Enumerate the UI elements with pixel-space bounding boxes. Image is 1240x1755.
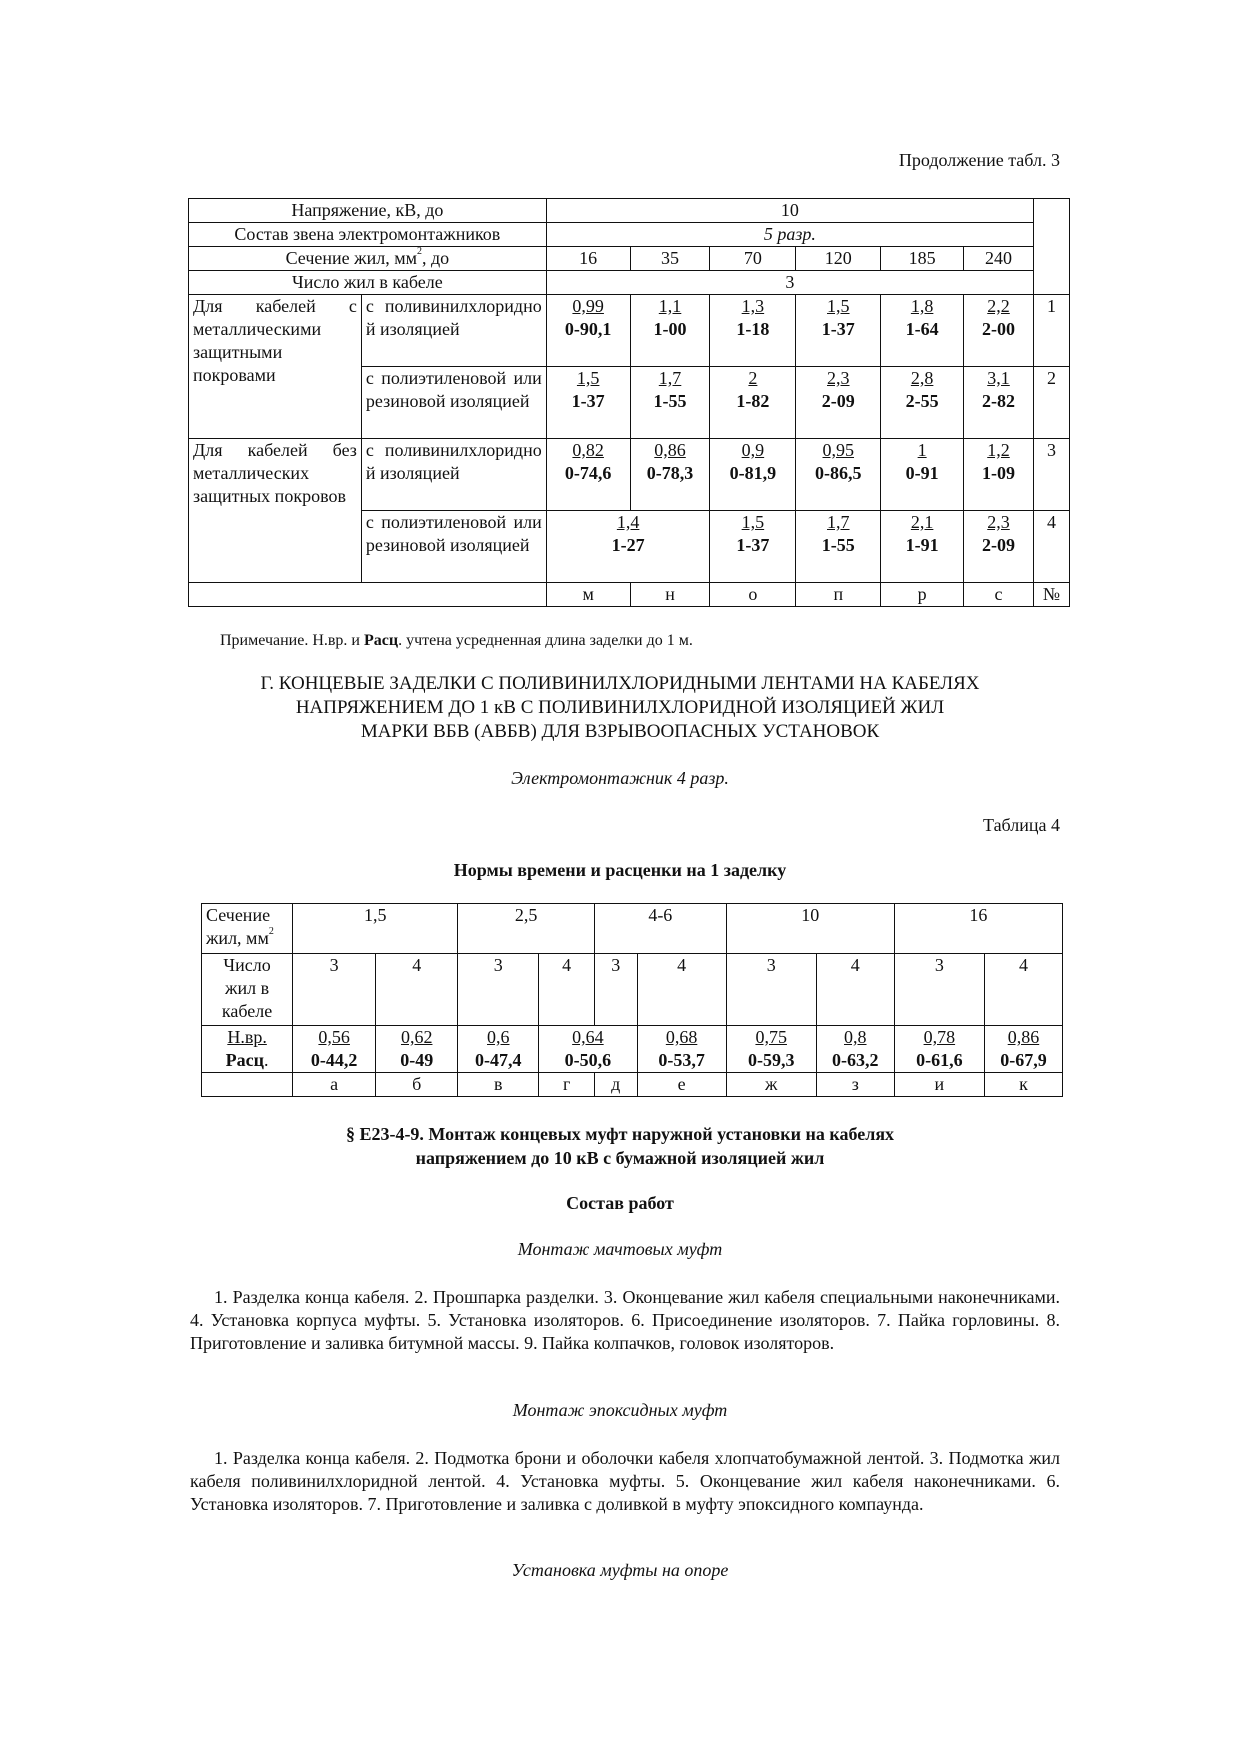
continuation-label: Продолжение табл. 3 xyxy=(898,150,1060,170)
cores-label: Число жил в кабеле xyxy=(202,954,293,1026)
value-cell: 1,7 1-55 xyxy=(630,367,710,439)
title-line: § Е23-4-9. Монтаж концевых муфт наружной установки на кабелях xyxy=(345,1124,895,1144)
group-label: Для кабелей с металлическими защитными покровами xyxy=(189,295,362,439)
column-letter: с xyxy=(964,583,1034,607)
cores-value: 3 xyxy=(546,271,1033,295)
cores-cell: 4 xyxy=(539,954,595,1026)
value-cell: 0,56 0-44,2 xyxy=(293,1026,376,1073)
column-letter: з xyxy=(816,1073,894,1097)
value-cell: 2,8 2-55 xyxy=(881,367,964,439)
empty-cell xyxy=(1033,199,1069,295)
value-cell: 2,2 2-00 xyxy=(964,295,1034,367)
section-row xyxy=(189,247,1070,271)
column-letter: в xyxy=(458,1073,539,1097)
column-letter: н xyxy=(630,583,710,607)
row-number: 2 xyxy=(1033,367,1069,439)
group-label: Для кабелей без металлических защитных покровов xyxy=(189,439,362,583)
value-cell: 1,7 1-55 xyxy=(796,511,881,583)
cores-label: Число жил в кабеле xyxy=(189,271,547,295)
section-label: Сечение жил, $мм^2$ xyxy=(202,904,293,954)
cores-row xyxy=(189,271,1070,295)
cores-cell: 3 xyxy=(458,954,539,1026)
value-cell: 0,62 0-49 xyxy=(376,1026,458,1073)
value-cell: 3,1 2-82 xyxy=(964,367,1034,439)
value-cell: 1,4 1-27 xyxy=(546,511,710,583)
table-4 xyxy=(201,903,1063,1097)
table-4-label: Таблица 4 xyxy=(983,815,1060,835)
section-cell: 4-6 xyxy=(594,904,726,954)
section-row xyxy=(202,904,1063,954)
insulation-label: с поливинилхлоридной изоляцией xyxy=(361,295,546,367)
value-cell: 0,6 0-47,4 xyxy=(458,1026,539,1073)
value-cell: 0,95 0-86,5 xyxy=(796,439,881,511)
section-cell: 16 xyxy=(546,247,630,271)
value-cell: 1,5 1-37 xyxy=(710,511,796,583)
value-cell: 1,1 1-00 xyxy=(630,295,710,367)
value-cell: 2,3 2-09 xyxy=(964,511,1034,583)
column-letter: № xyxy=(1033,583,1069,607)
crew-row xyxy=(189,223,1070,247)
cores-cell: 4 xyxy=(816,954,894,1026)
value-cell: 2,3 2-09 xyxy=(796,367,881,439)
voltage-row xyxy=(189,199,1070,223)
value-cell: 0,64 0-50,6 xyxy=(539,1026,637,1073)
letters-row xyxy=(202,1073,1063,1097)
section-e23-title xyxy=(180,1122,1060,1170)
column-letter: п xyxy=(796,583,881,607)
section-cell: 2,5 xyxy=(458,904,595,954)
value-cell: 1,8 1-64 xyxy=(881,295,964,367)
cores-cell: 3 xyxy=(594,954,637,1026)
norm-rate-label: Н.вр. Расц. xyxy=(202,1026,293,1073)
value-cell: 1,5 1-37 xyxy=(546,367,630,439)
letters-row xyxy=(189,583,1070,607)
work-composition-title: Состав работ xyxy=(566,1193,674,1213)
subsection-mast: Монтаж мачтовых муфт xyxy=(517,1239,723,1259)
insulation-label: с полиэтиленовой или резиновой изоляцией xyxy=(361,511,546,583)
section-cell: 70 xyxy=(710,247,796,271)
subsection-epoxy: Монтаж эпоксидных муфт xyxy=(512,1400,728,1420)
value-cell: 1 0-91 xyxy=(881,439,964,511)
section-cell: 1,5 xyxy=(293,904,458,954)
voltage-label: Напряжение, кВ, до xyxy=(189,199,547,223)
values-row xyxy=(202,1026,1063,1073)
value-cell: 1,5 1-37 xyxy=(796,295,881,367)
title-line: НАПРЯЖЕНИЕМ ДО 1 кВ С ПОЛИВИНИЛХЛОРИДНОЙ ИЗОЛЯЦИЕЙ ЖИЛ xyxy=(295,697,945,718)
column-letter: к xyxy=(984,1073,1062,1097)
worker-grade: Электромонтажник 4 разр. xyxy=(511,768,729,788)
paragraph-epoxy: 1. Разделка конца кабеля. 2. Подмотка брони и оболочки кабеля хлопчатобумажной лентой. 3. Подмотка жил кабеля поливинилхлоридной лентой. 4. Установка муфты. 5. Оконцевание жил кабеля наконечниками. 6. Установка изоляторов. 7. Приготовление и заливка с доливкой в муфту эпоксидного компаунда. xyxy=(190,1448,1060,1514)
voltage-value: 10 xyxy=(546,199,1033,223)
value-cell: 2,1 1-91 xyxy=(881,511,964,583)
column-letter: е xyxy=(637,1073,726,1097)
crew-value: 5 разр. xyxy=(546,223,1033,247)
section-cell: 35 xyxy=(630,247,710,271)
value-cell: 0,8 0-63,2 xyxy=(816,1026,894,1073)
table-3 xyxy=(188,198,1070,607)
crew-label: Состав звена электромонтажников xyxy=(189,223,547,247)
value-cell: 0,82 0-74,6 xyxy=(546,439,630,511)
table-row xyxy=(189,439,1070,511)
cores-cell: 3 xyxy=(293,954,376,1026)
column-letter: и xyxy=(894,1073,984,1097)
empty-cell xyxy=(202,1073,293,1097)
row-number: 3 xyxy=(1033,439,1069,511)
subsection-support: Установка муфты на опоре xyxy=(511,1560,729,1580)
column-letter: д xyxy=(594,1073,637,1097)
title-line: Г. КОНЦЕВЫЕ ЗАДЕЛКИ С ПОЛИВИНИЛХЛОРИДНЫМИ ЛЕНТАМИ НА КАБЕЛЯХ xyxy=(260,673,980,694)
table-note: Примечание. Н.вр. и Расц. учтена усредненная длина заделки до 1 м. xyxy=(220,632,693,649)
title-line: напряжением до 10 кВ с бумажной изоляцией жил xyxy=(415,1148,825,1168)
section-cell: 16 xyxy=(894,904,1062,954)
column-letter: г xyxy=(539,1073,595,1097)
value-cell: 0,9 0-81,9 xyxy=(710,439,796,511)
table-row xyxy=(189,295,1070,367)
value-cell: 0,99 0-90,1 xyxy=(546,295,630,367)
section-cell: 240 xyxy=(964,247,1034,271)
value-cell: 0,86 0-78,3 xyxy=(630,439,710,511)
section-cell: 185 xyxy=(881,247,964,271)
value-cell: 0,75 0-59,3 xyxy=(726,1026,816,1073)
title-line: МАРКИ ВБВ (АВБВ) ДЛЯ ВЗРЫВООПАСНЫХ УСТАНОВОК xyxy=(360,721,880,742)
column-letter: б xyxy=(376,1073,458,1097)
insulation-label: с полиэтиленовой или резиновой изоляцией xyxy=(361,367,546,439)
column-letter: о xyxy=(710,583,796,607)
section-label: Сечение жил, $мм^2$, до xyxy=(189,247,547,271)
cores-row xyxy=(202,954,1063,1026)
empty-cell xyxy=(189,583,547,607)
section-cell: 120 xyxy=(796,247,881,271)
value-cell: 0,86 0-67,9 xyxy=(984,1026,1062,1073)
column-letter: ж xyxy=(726,1073,816,1097)
section-g-title xyxy=(180,672,1060,744)
insulation-label: с поливинилхлоридной изоляцией xyxy=(361,439,546,511)
cores-cell: 4 xyxy=(984,954,1062,1026)
column-letter: р xyxy=(881,583,964,607)
section-cell: 10 xyxy=(726,904,894,954)
row-number: 1 xyxy=(1033,295,1069,367)
value-cell: 1,2 1-09 xyxy=(964,439,1034,511)
value-cell: 1,3 1-18 xyxy=(710,295,796,367)
cores-cell: 4 xyxy=(376,954,458,1026)
paragraph-mast: 1. Разделка конца кабеля. 2. Прошпарка разделки. 3. Оконцевание жил кабеля специальными наконечниками. 4. Установка корпуса муфты. 5. Установка изоляторов. 6. Присоединение изоляторов. 7. Пайка горловины. 8. Приготовление и заливка битумной массы. 9. Пайка колпачков, головок изоляторов. xyxy=(190,1287,1060,1353)
value-cell: 0,68 0-53,7 xyxy=(637,1026,726,1073)
value-cell: 2 1-82 xyxy=(710,367,796,439)
cores-cell: 3 xyxy=(726,954,816,1026)
table-4-title: Нормы времени и расценки на 1 заделку xyxy=(453,860,787,880)
cores-cell: 3 xyxy=(894,954,984,1026)
column-letter: м xyxy=(546,583,630,607)
value-cell: 0,78 0-61,6 xyxy=(894,1026,984,1073)
row-number: 4 xyxy=(1033,511,1069,583)
cores-cell: 4 xyxy=(637,954,726,1026)
column-letter: а xyxy=(293,1073,376,1097)
